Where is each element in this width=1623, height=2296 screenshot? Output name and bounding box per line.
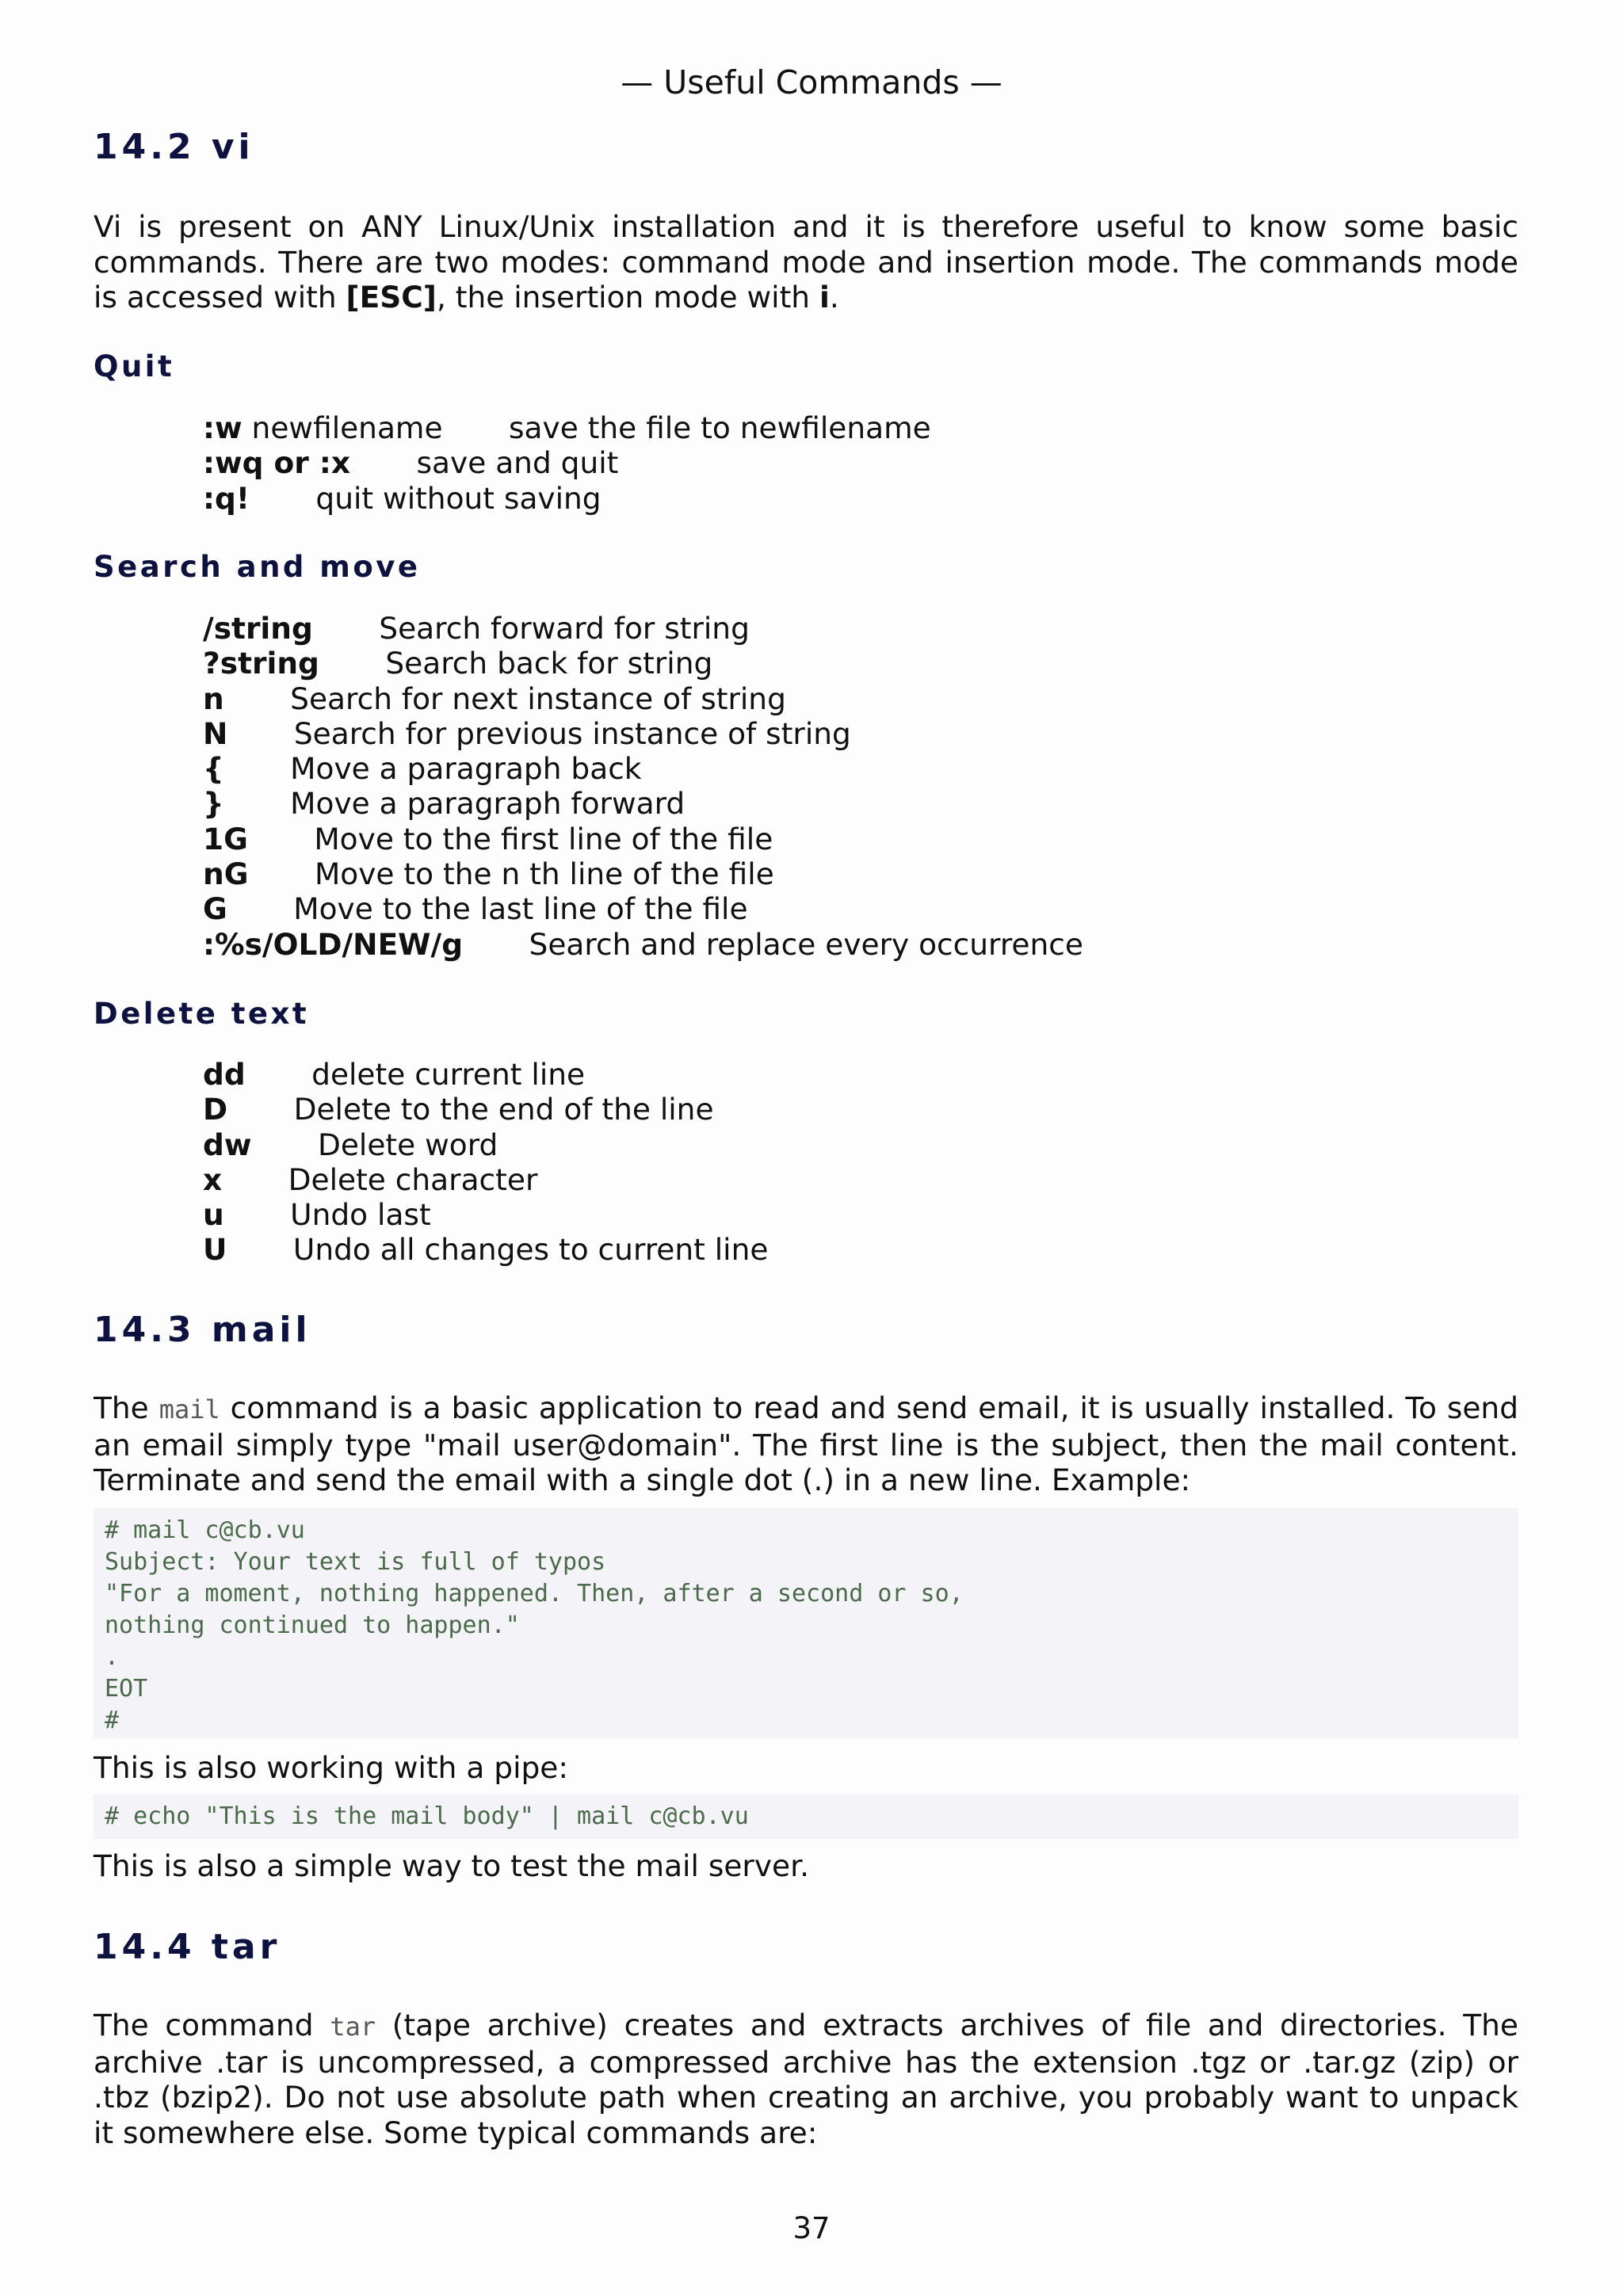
mail-pipe-text: This is also working with a pipe:: [94, 1750, 568, 1785]
command-row: [203, 646, 1083, 681]
code-line: nothing continued to happen.": [105, 1611, 520, 1639]
command-description: Move a paragraph forward: [290, 786, 685, 822]
vi-intro-paragraph: [94, 209, 1518, 315]
command-description: Delete character: [288, 1161, 538, 1197]
section-title-vi: 14.2 vi: [94, 127, 254, 167]
command-key: x: [203, 1161, 223, 1197]
delete-command-list: [203, 1057, 768, 1268]
command-row: [203, 1127, 768, 1162]
command-description: delete current line: [311, 1057, 586, 1092]
vi-intro-text: Vi is present on ANY Linux/Unix installation and it is therefore useful to know some basic commands. There are two modes: command mode and insertion mode. The commands mode is accessed with: [94, 209, 1518, 315]
command-row: [203, 611, 1083, 646]
command-gap: [227, 1232, 292, 1267]
command-gap: [227, 1092, 293, 1127]
command-row: [203, 1092, 768, 1127]
command-row: [203, 1057, 768, 1092]
tar-intro-rest: (tape archive) creates and extracts archives of file and directories. The archive .tar is uncompressed, a compressed archive has the extension .tgz or .tar.gz (zip) or .tbz (bzip2). Do not use absolute path when creating an archive, you probably want to unpack it somewhere else. Some typical commands are:: [94, 2008, 1519, 2150]
page-number: 37: [792, 2211, 831, 2245]
command-key: }: [203, 786, 224, 822]
command-key: :wq or :x: [203, 445, 351, 481]
command-key: N: [203, 715, 228, 751]
command-row: [203, 856, 1083, 891]
command-key: :q!: [203, 480, 250, 516]
section-title-tar: 14.4 tar: [94, 1927, 281, 1967]
vi-intro-mid: , the insertion mode with: [436, 280, 819, 315]
command-argument: newfilename: [242, 410, 443, 445]
command-row: [203, 786, 1083, 821]
command-gap: [350, 445, 416, 480]
command-key: dd: [203, 1057, 246, 1092]
command-description: Delete word: [317, 1127, 498, 1162]
subsection-title-search: Search and move: [94, 550, 421, 584]
command-description: Move to the n th line of the file: [314, 856, 774, 892]
tar-intro-text: The command: [94, 2008, 330, 2042]
command-gap: [246, 1057, 311, 1092]
command-row: [203, 716, 1083, 751]
command-row: [203, 681, 1083, 716]
command-description: Move to the first line of the file: [314, 821, 773, 856]
code-line: .: [105, 1643, 120, 1671]
command-key: /string: [203, 611, 313, 646]
command-gap: [250, 481, 315, 516]
subsection-title-delete: Delete text: [94, 997, 310, 1031]
quit-command-list: [203, 410, 931, 516]
subsection-title-quit: Quit: [94, 349, 175, 383]
running-header: — Useful Commands —: [621, 63, 1002, 101]
command-key: u: [203, 1197, 224, 1233]
command-description: Search forward for string: [379, 611, 750, 646]
command-key: :w: [203, 410, 242, 445]
command-gap: [443, 410, 509, 445]
command-description: Undo last: [290, 1197, 431, 1233]
tar-inline-code: tar: [330, 2012, 376, 2042]
tar-intro-paragraph: [94, 2008, 1518, 2150]
command-description: Move a paragraph back: [290, 751, 642, 787]
mail-pipe-code-block: [94, 1794, 1518, 1839]
command-description: Search and replace every occurrence: [529, 926, 1083, 962]
command-description: Search back for string: [385, 646, 713, 681]
section-title-mail: 14.3 mail: [94, 1310, 311, 1350]
command-gap: [224, 751, 290, 786]
command-description: save and quit: [416, 445, 619, 481]
command-gap: [227, 716, 293, 751]
command-key: dw: [203, 1127, 252, 1162]
mail-intro-paragraph: [94, 1390, 1518, 1498]
command-description: quit without saving: [315, 480, 601, 516]
command-row: [203, 891, 1083, 926]
command-gap: [248, 822, 314, 856]
command-description: Delete to the end of the line: [293, 1092, 714, 1127]
command-gap: [222, 1162, 288, 1197]
command-row: [203, 822, 1083, 856]
code-line: Subject: Your text is full of typos: [105, 1548, 606, 1576]
command-gap: [224, 786, 290, 821]
code-line: EOT: [105, 1675, 148, 1703]
command-row: [203, 1197, 768, 1232]
command-key: 1G: [203, 821, 248, 856]
command-key: D: [203, 1092, 228, 1127]
command-row: [203, 1232, 768, 1267]
command-description: Move to the last line of the file: [293, 891, 748, 927]
command-description: Search for previous instance of string: [293, 715, 851, 751]
mail-intro-rest: command is a basic application to read and send email, it is usually installed. To send an email simply type "mail user@domain". The first line is the subject, then the mail content. Terminate and send the email with a single dot (.) in a new line. Example:: [94, 1390, 1518, 1497]
command-row: [203, 481, 931, 516]
command-gap: [224, 681, 290, 716]
command-key: G: [203, 891, 227, 927]
command-gap: [224, 1197, 290, 1232]
vi-i-key: i: [819, 280, 830, 315]
command-key: {: [203, 751, 224, 787]
vi-esc-key: [ESC]: [346, 280, 437, 315]
command-row: [203, 1162, 768, 1197]
command-row: [203, 751, 1083, 786]
mail-example-code-block: [94, 1508, 1518, 1738]
mail-test-text: This is also a simple way to test the mail server.: [94, 1848, 810, 1883]
command-row: [203, 410, 931, 445]
mail-inline-code: mail: [158, 1394, 220, 1425]
command-description: save the file to newfilename: [508, 410, 931, 445]
vi-intro-end: .: [829, 280, 839, 315]
command-key: U: [203, 1232, 227, 1268]
command-gap: [227, 891, 293, 926]
command-key: n: [203, 681, 224, 716]
command-description: Search for next instance of string: [290, 681, 786, 716]
command-key: :%s/OLD/NEW/g: [203, 926, 464, 962]
command-description: Undo all changes to current line: [292, 1232, 769, 1268]
search-command-list: [203, 611, 1083, 962]
code-line: # mail c@cb.vu: [105, 1516, 305, 1544]
command-row: [203, 927, 1083, 962]
command-gap: [313, 611, 379, 646]
command-gap: [248, 856, 314, 891]
command-row: [203, 445, 931, 480]
mail-intro-text: The: [94, 1390, 159, 1425]
command-key: nG: [203, 856, 249, 892]
code-line: #: [105, 1707, 120, 1734]
command-key: ?string: [203, 646, 319, 681]
code-line: # echo "This is the mail body" | mail c@cb.vu: [105, 1802, 749, 1830]
command-gap: [252, 1127, 318, 1162]
code-line: "For a moment, nothing happened. Then, after a second or so,: [105, 1580, 964, 1608]
command-gap: [463, 927, 529, 962]
command-gap: [319, 646, 385, 681]
